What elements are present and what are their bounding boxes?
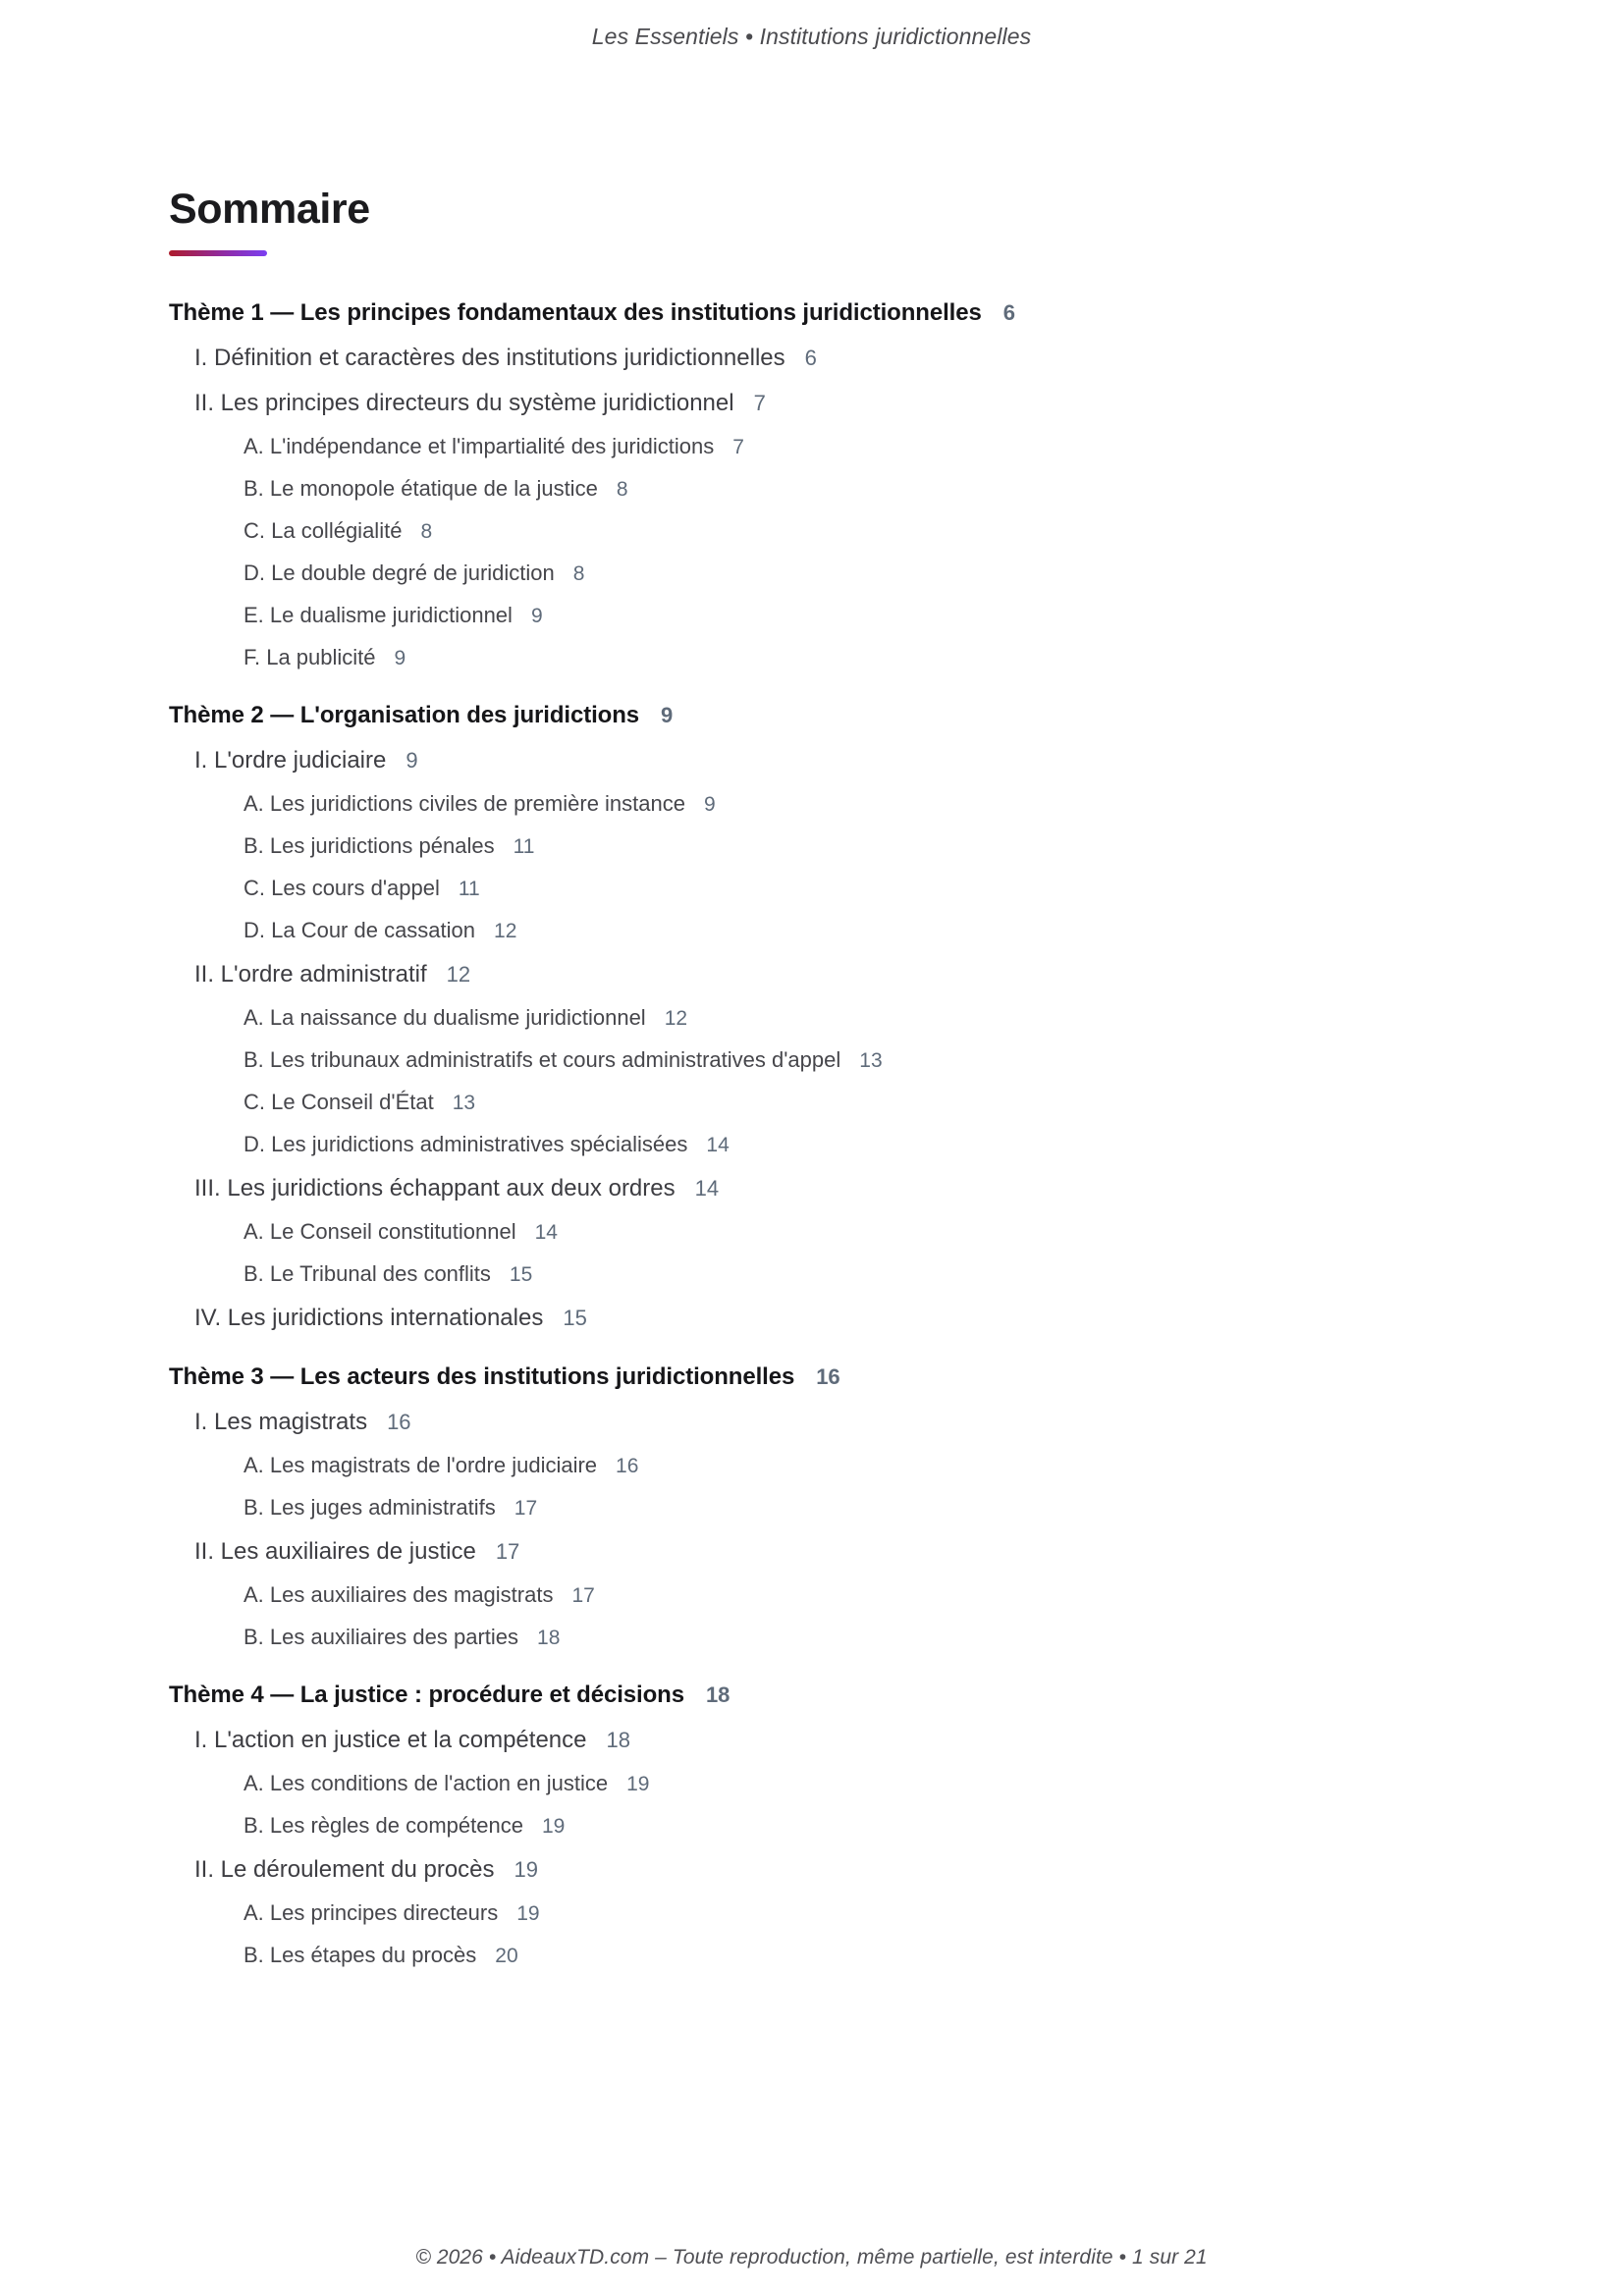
toc-entry-label: A. Les juridictions civiles de première instance bbox=[243, 791, 685, 816]
toc-entry-page-number: 18 bbox=[606, 1728, 630, 1752]
toc-entry-page-number: 12 bbox=[664, 1007, 688, 1030]
toc-entry-page-number: 8 bbox=[420, 520, 433, 543]
toc-entry-page-number: 6 bbox=[1002, 300, 1015, 325]
toc-entry-page-number: 16 bbox=[816, 1364, 840, 1389]
toc-entry-label: A. Les principes directeurs bbox=[243, 1900, 499, 1925]
toc-entry-label: B. Les étapes du procès bbox=[243, 1943, 477, 1967]
toc-entry-page-number: 14 bbox=[706, 1134, 730, 1156]
toc-entry-row[interactable] bbox=[0, 1090, 1623, 1115]
toc-entry-page-number: 9 bbox=[406, 748, 418, 773]
toc-entry-label: II. Les auxiliaires de justice bbox=[194, 1538, 476, 1565]
title-block bbox=[169, 188, 370, 256]
toc-entry-row[interactable] bbox=[0, 791, 1623, 817]
toc-entry-row[interactable] bbox=[0, 561, 1623, 586]
toc-entry-page-number: 13 bbox=[452, 1092, 476, 1114]
toc-entry-row[interactable] bbox=[0, 434, 1623, 459]
toc-entry-row[interactable] bbox=[0, 1582, 1623, 1608]
toc-entry-page-number: 8 bbox=[616, 478, 628, 501]
toc-entry-page-number: 19 bbox=[516, 1902, 540, 1925]
page-title: Sommaire bbox=[169, 186, 370, 233]
toc-entry-row[interactable] bbox=[0, 918, 1623, 943]
toc-entry-row[interactable] bbox=[0, 961, 1623, 988]
toc-entry-row[interactable] bbox=[0, 1495, 1623, 1521]
toc-entry-label: B. Le Tribunal des conflits bbox=[243, 1261, 491, 1286]
toc-entry-row[interactable] bbox=[0, 1409, 1623, 1436]
toc-entry-label: Thème 1 — Les principes fondamentaux des institutions juridictionnelles bbox=[169, 299, 982, 326]
toc-entry-label: A. L'indépendance et l'impartialité des juridictions bbox=[243, 434, 715, 458]
toc-entry-label: E. Le dualisme juridictionnel bbox=[243, 603, 513, 627]
toc-entry-label: C. Le Conseil d'État bbox=[243, 1090, 434, 1114]
toc-entry-label: A. Les auxiliaires des magistrats bbox=[243, 1582, 554, 1607]
toc-entry-row[interactable] bbox=[0, 1771, 1623, 1796]
toc-entry-label: C. Les cours d'appel bbox=[243, 876, 440, 900]
toc-entry-row[interactable] bbox=[0, 1727, 1623, 1754]
toc-entry-page-number: 7 bbox=[732, 436, 744, 458]
toc-entry-row[interactable] bbox=[0, 1625, 1623, 1650]
toc-entry-row[interactable] bbox=[0, 390, 1623, 417]
toc-entry-label: II. Les principes directeurs du système juridictionnel bbox=[194, 390, 734, 416]
toc-entry-label: F. La publicité bbox=[243, 645, 376, 669]
table-of-contents bbox=[0, 299, 1623, 1968]
toc-entry-page-number: 14 bbox=[694, 1176, 720, 1201]
running-header: Les Essentiels • Institutions juridictionnelles bbox=[591, 24, 1032, 49]
toc-entry-row[interactable] bbox=[0, 1219, 1623, 1245]
toc-entry-row[interactable] bbox=[0, 1813, 1623, 1839]
toc-entry-row[interactable] bbox=[0, 1005, 1623, 1031]
toc-entry-page-number: 18 bbox=[706, 1682, 730, 1707]
toc-entry-row[interactable] bbox=[0, 1900, 1623, 1926]
toc-entry-page-number: 17 bbox=[571, 1584, 595, 1607]
toc-entry-row[interactable] bbox=[0, 1453, 1623, 1478]
toc-entry-page-number: 17 bbox=[514, 1497, 538, 1520]
toc-entry-label: II. L'ordre administratif bbox=[194, 961, 427, 988]
toc-entry-label: D. Les juridictions administratives spécialisées bbox=[243, 1132, 688, 1156]
toc-entry-page-number: 17 bbox=[495, 1539, 520, 1564]
toc-entry-page-number: 7 bbox=[753, 391, 766, 415]
toc-entry-page-number: 14 bbox=[534, 1221, 558, 1244]
toc-entry-row[interactable] bbox=[0, 1261, 1623, 1287]
toc-entry-label: B. Les juges administratifs bbox=[243, 1495, 496, 1520]
page-footer: © 2026 • AideauxTD.com – Toute reproduction, même partielle, est interdite • 1 sur 21 bbox=[415, 2246, 1208, 2269]
toc-entry-page-number: 12 bbox=[446, 962, 471, 987]
toc-entry-label: B. Le monopole étatique de la justice bbox=[243, 476, 598, 501]
toc-entry-label: Thème 4 — La justice : procédure et décisions bbox=[169, 1682, 684, 1708]
toc-entry-page-number: 20 bbox=[495, 1945, 518, 1967]
toc-entry-row[interactable] bbox=[0, 645, 1623, 670]
toc-entry-page-number: 9 bbox=[530, 605, 543, 627]
toc-entry-label: A. Les magistrats de l'ordre judiciaire bbox=[243, 1453, 598, 1477]
toc-entry-label: III. Les juridictions échappant aux deux ordres bbox=[194, 1175, 676, 1201]
toc-entry-row[interactable] bbox=[0, 1047, 1623, 1073]
toc-entry-row[interactable] bbox=[0, 1538, 1623, 1566]
toc-entry-page-number: 12 bbox=[494, 920, 517, 942]
toc-theme-row[interactable] bbox=[0, 702, 1623, 729]
toc-entry-row[interactable] bbox=[0, 345, 1623, 372]
toc-entry-label: A. Les conditions de l'action en justice bbox=[243, 1771, 609, 1795]
toc-entry-label: C. La collégialité bbox=[243, 518, 403, 543]
toc-entry-page-number: 19 bbox=[626, 1773, 650, 1795]
toc-entry-page-number: 15 bbox=[563, 1306, 587, 1330]
toc-entry-page-number: 9 bbox=[394, 647, 406, 669]
toc-entry-row[interactable] bbox=[0, 1132, 1623, 1157]
toc-theme-row[interactable] bbox=[0, 1363, 1623, 1391]
toc-entry-label: D. Le double degré de juridiction bbox=[243, 561, 555, 585]
toc-entry-page-number: 9 bbox=[703, 793, 716, 816]
toc-entry-page-number: 8 bbox=[572, 562, 585, 585]
toc-entry-page-number: 19 bbox=[541, 1815, 566, 1838]
toc-entry-row[interactable] bbox=[0, 518, 1623, 544]
toc-entry-page-number: 16 bbox=[387, 1410, 411, 1434]
toc-entry-row[interactable] bbox=[0, 603, 1623, 628]
toc-entry-row[interactable] bbox=[0, 833, 1623, 859]
toc-entry-label: Thème 3 — Les acteurs des institutions juridictionnelles bbox=[169, 1363, 795, 1390]
toc-theme-row[interactable] bbox=[0, 1682, 1623, 1709]
toc-entry-label: I. Définition et caractères des institutions juridictionnelles bbox=[194, 345, 785, 371]
toc-entry-row[interactable] bbox=[0, 1305, 1623, 1332]
title-accent-rule bbox=[169, 250, 267, 256]
toc-entry-label: A. Le Conseil constitutionnel bbox=[243, 1219, 516, 1244]
toc-entry-page-number: 11 bbox=[458, 878, 480, 900]
toc-entry-label: B. Les auxiliaires des parties bbox=[243, 1625, 519, 1649]
toc-entry-page-number: 15 bbox=[509, 1263, 533, 1286]
toc-entry-label: II. Le déroulement du procès bbox=[194, 1856, 495, 1883]
toc-entry-row[interactable] bbox=[0, 747, 1623, 774]
toc-entry-row[interactable] bbox=[0, 476, 1623, 502]
toc-entry-page-number: 11 bbox=[513, 835, 535, 858]
toc-entry-row[interactable] bbox=[0, 1943, 1623, 1968]
toc-entry-page-number: 18 bbox=[537, 1627, 561, 1649]
toc-theme-row[interactable] bbox=[0, 299, 1623, 327]
toc-entry-label: I. Les magistrats bbox=[194, 1409, 368, 1435]
toc-entry-label: Thème 2 — L'organisation des juridictions bbox=[169, 702, 640, 728]
toc-entry-page-number: 19 bbox=[514, 1857, 539, 1882]
toc-entry-page-number: 9 bbox=[661, 703, 674, 727]
toc-entry-label: I. L'ordre judiciaire bbox=[194, 747, 387, 774]
toc-entry-label: A. La naissance du dualisme juridictionnel bbox=[243, 1005, 646, 1030]
toc-entry-label: B. Les tribunaux administratifs et cours administratives d'appel bbox=[243, 1047, 841, 1072]
toc-entry-label: D. La Cour de cassation bbox=[243, 918, 476, 942]
toc-entry-row[interactable] bbox=[0, 1175, 1623, 1202]
toc-entry-row[interactable] bbox=[0, 1856, 1623, 1884]
toc-entry-label: I. L'action en justice et la compétence bbox=[194, 1727, 587, 1753]
toc-entry-label: B. Les règles de compétence bbox=[243, 1813, 523, 1838]
toc-entry-page-number: 6 bbox=[804, 346, 817, 370]
toc-entry-row[interactable] bbox=[0, 876, 1623, 901]
toc-entry-label: IV. Les juridictions internationales bbox=[194, 1305, 544, 1331]
toc-entry-page-number: 16 bbox=[616, 1455, 639, 1477]
toc-entry-label: B. Les juridictions pénales bbox=[243, 833, 495, 858]
toc-entry-page-number: 13 bbox=[859, 1049, 883, 1072]
